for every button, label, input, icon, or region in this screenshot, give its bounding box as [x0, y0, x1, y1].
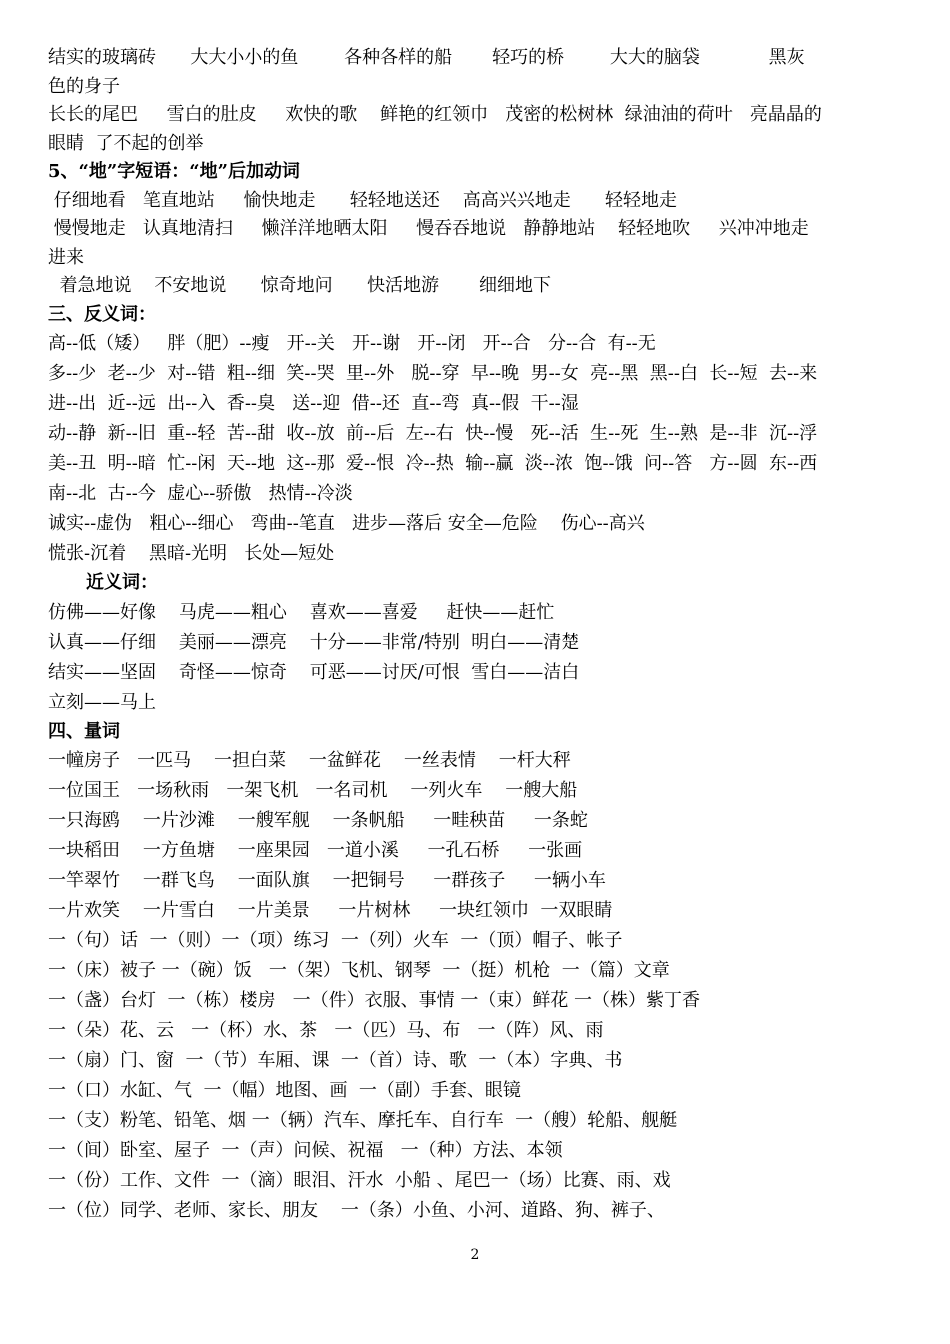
text-line: 动--静 新--旧 重--轻 苦--甜 收--放 前--后 左--右 快--慢 死--活 生--死 生--熟 是--非 沉--浮: [48, 423, 818, 444]
page-number: 2: [470, 1247, 480, 1263]
text-line: 一位国王 一场秋雨 一架飞机 一名司机 一列火车 一艘大船: [48, 780, 578, 801]
text-line: 多--少 老--少 对--错 粗--细 笑--哭 里--外 脱--穿 早--晚 男--女 亮--黑 黑--白 长--短 去--来: [48, 363, 818, 384]
text-line: 一（口）水缸、气 一（幅）地图、画 一（副）手套、眼镜: [48, 1080, 521, 1101]
section-heading-antonyms: 三、反义词：: [48, 303, 156, 325]
section-heading-synonyms: 近义词：: [86, 572, 158, 593]
text-line: 仿佛——好像 马虎——粗心 喜欢——喜爱 赶快——赶忙: [48, 601, 555, 623]
text-line: 南--北 古--今 虚心--骄傲 热情--冷淡: [48, 483, 353, 504]
section-heading-measure-words: 四、量词: [48, 720, 120, 742]
text-line: 结实——坚固 奇怪——惊奇 可恶——讨厌/可恨 雪白——洁白: [48, 661, 580, 683]
text-line: 一块稻田 一方鱼塘 一座果园 一道小溪 一孔石桥 一张画: [48, 840, 583, 861]
text-line: 结实的玻璃砖 大大小小的鱼 各种各样的船 轻巧的桥 大大的脑袋 黑灰: [48, 47, 805, 68]
text-line: 进--出 近--远 出--入 香--臭 送--迎 借--还 直--弯 真--假 干--湿: [48, 393, 579, 414]
section-heading-di-phrases: 5、“地”字短语：“地”后加动词: [48, 161, 300, 182]
text-line: 一（支）粉笔、铅笔、烟 一（辆）汽车、摩托车、自行车 一（艘）轮船、舰艇: [48, 1110, 678, 1131]
text-line: 一（床）被子 一（碗）饭 一（架）飞机、钢琴 一（挺）机枪 一（篇）文章: [48, 960, 670, 981]
document-page: [48, 44, 906, 1226]
text-line: 一片欢笑 一片雪白 一片美景 一片树林 一块红领巾 一双眼睛: [48, 900, 613, 921]
text-line: 一（朵）花、云 一（杯）水、茶 一（匹）马、布 一（阵）风、雨: [48, 1020, 604, 1041]
text-line: 一（扇）门、窗 一（节）车厢、课 一（首）诗、歌 一（本）字典、书: [48, 1050, 623, 1071]
text-line: 一（位）同学、老师、家长、朋友 一（条）小鱼、小河、道路、狗、裤子、: [48, 1200, 665, 1221]
text-line: 一竿翠竹 一群飞鸟 一面队旗 一把铜号 一群孩子 一辆小车: [48, 870, 606, 891]
text-line: 认真——仔细 美丽——漂亮 十分——非常/特别 明白——清楚: [48, 631, 580, 653]
text-line: 一（份）工作、文件 一（滴）眼泪、汗水 小船 、尾巴一（场）比赛、雨、戏: [48, 1170, 671, 1191]
text-line: 慌张-沉着 黑暗-光明 长处—短处: [48, 543, 335, 564]
text-line: 一只海鸥 一片沙滩 一艘军舰 一条帆船 一畦秧苗 一条蛇: [48, 810, 588, 831]
text-line: 仔细地看 笔直地站 愉快地走 轻轻地送还 高高兴兴地走 轻轻地走: [48, 189, 678, 211]
text-line: 进来: [48, 246, 84, 268]
text-line: 一（盏）台灯 一（栋）楼房 一（件）衣服、事情 一（束）鲜花 一（株）紫丁香: [48, 990, 701, 1011]
text-line: 一（句）话 一（则）一（项）练习 一（列）火车 一（顶）帽子、帐子: [48, 930, 623, 951]
text-line: 美--丑 明--暗 忙--闲 天--地 这--那 爱--恨 冷--热 输--赢 淡--浓 饱--饿 问--答 方--圆 东--西: [48, 453, 818, 474]
text-line: 慢慢地走 认真地清扫 懒洋洋地晒太阳 慢吞吞地说 静静地站 轻轻地吹 兴冲冲地走: [48, 218, 809, 239]
text-line: 高--低（矮） 胖（肥）--瘦 开--关 开--谢 开--闭 开--合 分--合 有--无: [48, 333, 656, 354]
text-line: 一幢房子 一匹马 一担白菜 一盆鲜花 一丝表情 一杆大秤: [48, 750, 571, 771]
text-line: 诚实--虚伪 粗心--细心 弯曲--笔直 进步—落后 安全—危险 伤心--高兴: [48, 513, 645, 534]
text-line: 立刻——马上: [48, 691, 156, 713]
text-line: 色的身子: [48, 75, 120, 97]
text-line: 长长的尾巴 雪白的肚皮 欢快的歌 鲜艳的红领巾 茂密的松树林 绿油油的荷叶 亮晶晶的: [48, 104, 822, 125]
text-line: 眼睛 了不起的创举: [48, 132, 204, 154]
text-line: 一（间）卧室、屋子 一（声）问候、祝福 一（种）方法、本领: [48, 1140, 563, 1161]
text-line: 着急地说 不安地说 惊奇地问 快活地游 细细地下: [48, 275, 552, 296]
